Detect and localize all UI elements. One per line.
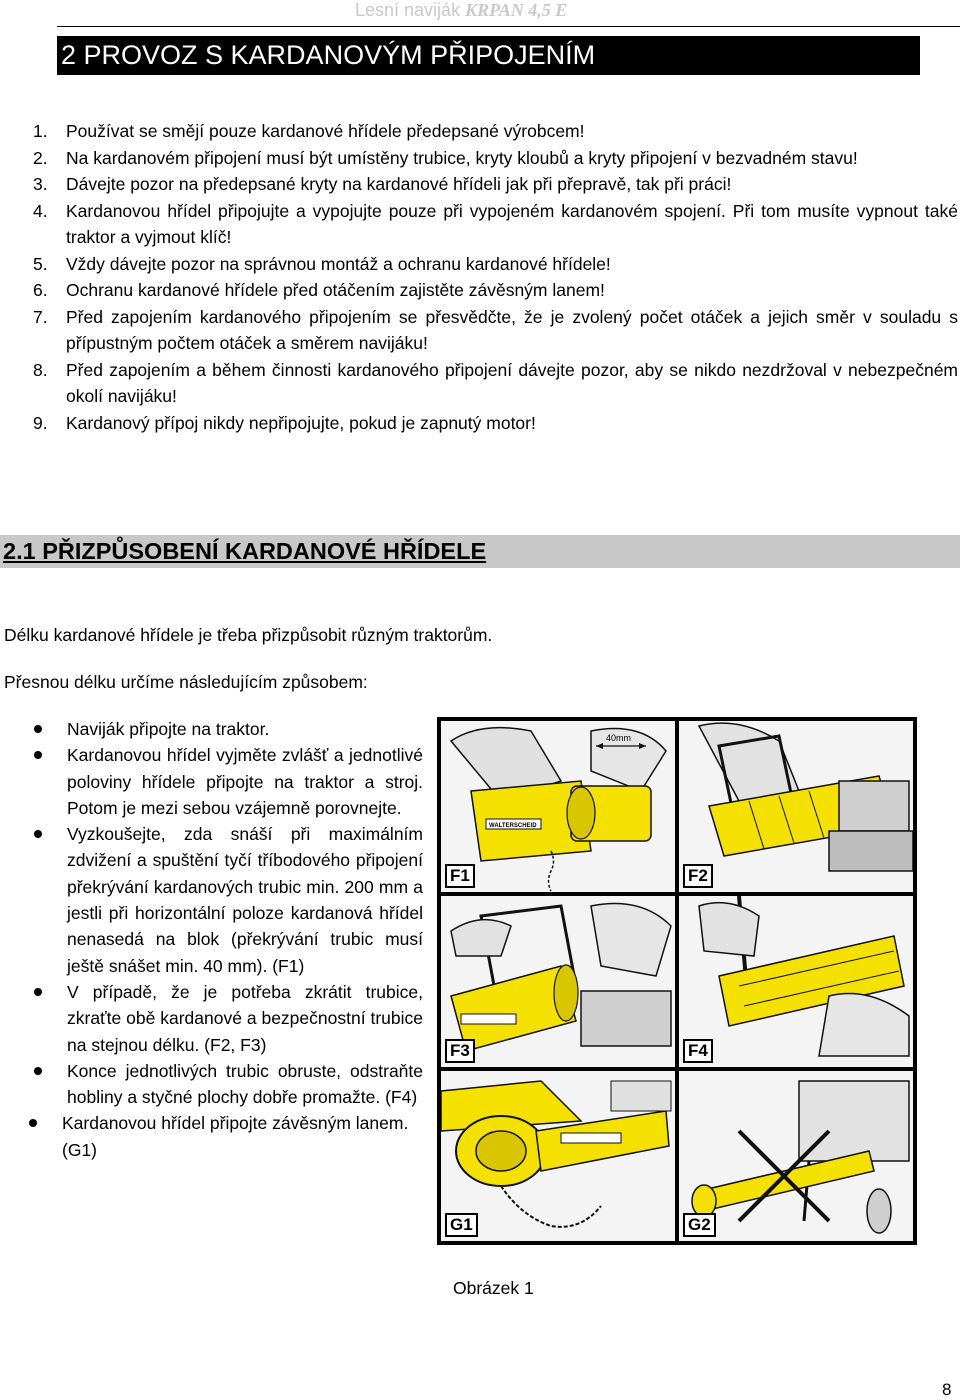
item-number: 2. <box>33 147 48 168</box>
page-header <box>0 0 960 28</box>
list-item <box>33 118 958 145</box>
bullet-icon <box>34 1067 42 1075</box>
panel-label: G2 <box>683 1213 716 1237</box>
bullet-text: Konce jednotlivých trubic obruste, odstraňte hobliny a styčné plochy dobře promažte. (F4) <box>67 1060 423 1108</box>
filing-tube-illustration <box>679 896 913 1067</box>
method-paragraph: Přesnou délku určíme následujícím způsobem: <box>4 672 368 692</box>
bullet-item <box>32 979 423 1058</box>
item-text: Kardanovou hřídel připojujte a vypojujte pouze při vypojeném kardanovém spojení. Při tom musíte vypnout také traktor a vyjmout klíč! <box>66 200 958 247</box>
bullet-text: V případě, že je potřeba zkrátit trubice, zkraťte obě kardanové a bezpečnostní trubice na stejnou délku. (F2, F3) <box>67 981 423 1055</box>
panel-f3 <box>441 896 675 1067</box>
dimension-label: 40mm <box>606 733 632 743</box>
subsection-title: 2.1 PŘIZPŮSOBENÍ KARDANOVÉ HŘÍDELE <box>3 538 487 564</box>
bullet-item <box>27 1110 423 1163</box>
bullet-text: Vyzkoušejte, zda snáší při maximálním zdvižení a spuštění tyčí tříbodového připojení překrývání kardanových trubic min. 200 mm a jestli při horizontální poloze kardanová hřídel nenasedá na blok (překrývání trubic musí ještě snášet min. 40 mm). (F1) <box>67 824 423 976</box>
panel-g2 <box>679 1071 913 1241</box>
intro-paragraph: Délku kardanové hřídele je třeba přizpůsobit různým traktorům. <box>4 625 493 645</box>
bullet-item <box>32 1058 423 1111</box>
header-brand: KRPAN 4,5 E <box>465 0 568 20</box>
bullet-icon <box>34 751 42 759</box>
panel-label: G1 <box>445 1213 478 1237</box>
item-text: Dávejte pozor na předepsané kryty na kardanové hřídeli jak při přepravě, tak při práci! <box>66 174 732 194</box>
panel-label: F3 <box>445 1039 475 1063</box>
list-item <box>33 171 958 198</box>
header-prefix: Lesní naviják <box>355 0 461 20</box>
panel-label: F4 <box>683 1039 713 1063</box>
item-text: Používat se smějí pouze kardanové hřídele předepsané výrobcem! <box>66 121 585 141</box>
brand-label: WALTERSCHEID <box>489 823 537 829</box>
procedure-list <box>32 716 423 1163</box>
bullet-text: Kardanovou hřídel vyjměte zvlášť a jednotlivé poloviny hřídele připojte na traktor a stroj. Potom je mezi sebou vzájemně porovnejte. <box>67 745 423 818</box>
figure-caption: Obrázek 1 <box>453 1278 534 1298</box>
item-number: 7. <box>33 306 48 327</box>
bullet-icon <box>34 830 42 838</box>
item-text: Vždy dávejte pozor na správnou montáž a ochranu kardanové hřídele! <box>66 253 611 274</box>
list-item <box>33 277 958 304</box>
item-number: 3. <box>33 174 48 194</box>
bullet-item <box>32 742 423 821</box>
panel-f2 <box>679 721 913 892</box>
item-text: Před zapojením kardanového připojením se přesvědčte, že je zvolený počet otáček a jejich směr v souladu s přípustným počtem otáček a směrem navijáku! <box>66 306 958 353</box>
page-number: 8 <box>942 1380 952 1399</box>
bullet-text: Kardanovou hřídel připojte závěsným lanem. (G1) <box>62 1113 409 1160</box>
header-rule <box>57 26 960 27</box>
item-number: 6. <box>33 280 48 300</box>
section-heading: 2 PROVOZ S KARDANOVÝM PŘIPOJENÍM <box>57 36 920 75</box>
list-item <box>33 410 958 437</box>
list-item <box>33 357 958 410</box>
figure-illustrations <box>437 717 917 1245</box>
sawing-tube-illustration <box>679 721 913 892</box>
item-number: 9. <box>33 412 48 433</box>
list-item <box>33 198 958 251</box>
header-title <box>355 0 567 21</box>
bullet-item <box>32 716 423 742</box>
item-number: 5. <box>33 253 48 274</box>
item-text: Kardanový přípoj nikdy nepřipojujte, pokud je zapnutý motor! <box>66 412 536 433</box>
sawing-guard-illustration <box>441 896 675 1067</box>
shaft-overlap-illustration <box>441 721 675 892</box>
safety-rules-list <box>33 118 958 436</box>
panel-g1 <box>441 1071 675 1241</box>
panel-label: F1 <box>445 864 475 888</box>
panel-f1 <box>441 721 675 892</box>
list-item <box>33 304 958 357</box>
list-item <box>33 145 958 172</box>
bullet-icon <box>29 1119 37 1127</box>
bullet-icon <box>34 725 42 733</box>
subsection-heading <box>0 535 960 568</box>
item-number: 4. <box>33 200 48 221</box>
panel-f4 <box>679 896 913 1067</box>
bullet-item <box>32 821 423 979</box>
bullet-icon <box>34 988 42 996</box>
item-text: Ochranu kardanové hřídele před otáčením zajistěte závěsným lanem! <box>66 280 605 300</box>
panel-label: F2 <box>683 864 713 888</box>
bullet-text: Naviják připojte na traktor. <box>67 719 270 739</box>
item-number: 1. <box>33 121 48 141</box>
item-text: Na kardanovém připojení musí být umístěny trubice, kryty kloubů a kryty připojení v bezvadném stavu! <box>66 147 858 168</box>
item-text: Před zapojením a během činnosti kardanového připojení dávejte pozor, aby se nikdo nezdržoval v nebezpečném okolí navijáku! <box>66 359 958 406</box>
item-number: 8. <box>33 359 48 380</box>
list-item <box>33 251 958 278</box>
